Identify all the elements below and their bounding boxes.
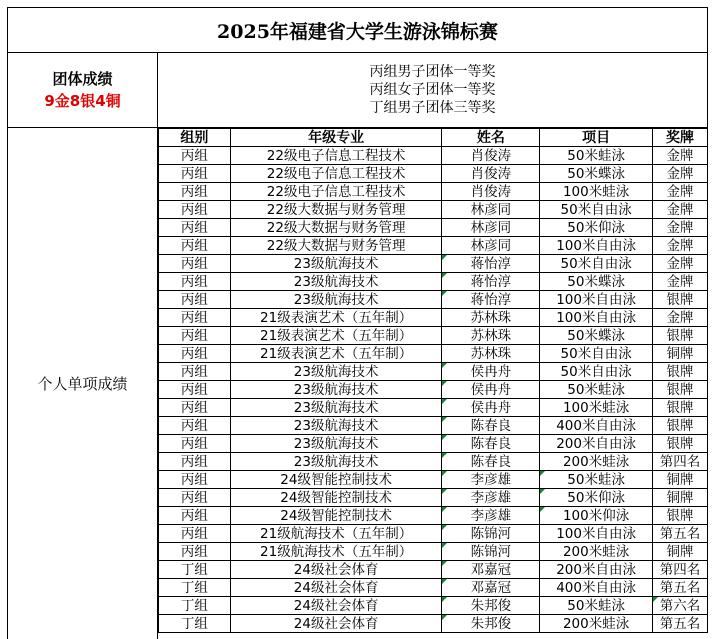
cell-event: 50米自由泳 xyxy=(540,255,653,273)
cell-group: 丁组 xyxy=(159,561,231,579)
cell-name: 肖俊涛 xyxy=(442,165,540,183)
cell-major: 23级航海技术 xyxy=(230,453,442,471)
cell-event: 50米蝶泳 xyxy=(540,327,653,345)
cell-medal: 铜牌 xyxy=(653,489,708,507)
cell-major: 21级表演艺术（五年制） xyxy=(230,345,442,363)
table-row xyxy=(159,489,708,507)
cell-medal: 第六名 xyxy=(653,597,708,615)
cell-event: 100米自由泳 xyxy=(540,525,653,543)
cell-medal: 银牌 xyxy=(653,291,708,309)
cell-major: 21级航海技术（五年制） xyxy=(230,543,442,561)
cell-major: 23级航海技术 xyxy=(230,381,442,399)
cell-medal: 金牌 xyxy=(653,255,708,273)
cell-major: 23级航海技术 xyxy=(230,435,442,453)
cell-group: 丁组 xyxy=(159,597,231,615)
cell-group: 丙组 xyxy=(159,219,231,237)
cell-medal: 银牌 xyxy=(653,381,708,399)
cell-event: 50米蛙泳 xyxy=(540,381,653,399)
cell-group: 丙组 xyxy=(159,237,231,255)
cell-group: 丙组 xyxy=(159,327,231,345)
cell-group: 丙组 xyxy=(159,255,231,273)
cell-medal: 第四名 xyxy=(653,453,708,471)
cell-marker-icon xyxy=(653,597,658,602)
header-group: 组别 xyxy=(159,129,231,147)
cell-name: 侯冉舟 xyxy=(442,363,540,381)
table-row xyxy=(159,219,708,237)
page-title: 2025年福建省大学生游泳锦标赛 xyxy=(7,7,708,53)
cell-event: 200米蛙泳 xyxy=(540,453,653,471)
cell-event: 50米蛙泳 xyxy=(540,147,653,165)
cell-medal: 金牌 xyxy=(653,309,708,327)
cell-medal: 金牌 xyxy=(653,237,708,255)
table-row xyxy=(159,327,708,345)
cell-event: 200米蛙泳 xyxy=(540,615,653,633)
team-label: 团体成绩 xyxy=(52,70,113,88)
cell-event: 50米自由泳 xyxy=(540,201,653,219)
cell-event: 50米蛙泳 xyxy=(540,597,653,615)
cell-medal: 银牌 xyxy=(653,363,708,381)
table-row xyxy=(159,309,708,327)
table-row xyxy=(159,201,708,219)
cell-major: 24级社会体育 xyxy=(230,597,442,615)
cell-name: 邓嘉冠 xyxy=(442,579,540,597)
cell-major: 22级电子信息工程技术 xyxy=(230,165,442,183)
cell-name: 林彦同 xyxy=(442,201,540,219)
table-row xyxy=(159,399,708,417)
spreadsheet-sheet xyxy=(7,7,708,639)
cell-marker-icon xyxy=(442,579,447,584)
cell-group: 丁组 xyxy=(159,615,231,633)
cell-name: 蒋怡淳 xyxy=(442,291,540,309)
cell-group: 丙组 xyxy=(159,345,231,363)
cell-medal: 第五名 xyxy=(653,579,708,597)
cell-name: 苏林珠 xyxy=(442,327,540,345)
cell-major: 24级智能控制技术 xyxy=(230,507,442,525)
cell-name: 林彦同 xyxy=(442,237,540,255)
cell-group: 丙组 xyxy=(159,543,231,561)
cell-event: 400米自由泳 xyxy=(540,417,653,435)
table-header-row xyxy=(159,129,708,147)
cell-event: 100米仰泳 xyxy=(540,507,653,525)
cell-medal: 第五名 xyxy=(653,615,708,633)
cell-marker-icon xyxy=(540,489,545,494)
cell-name: 陈春良 xyxy=(442,435,540,453)
cell-event: 50米仰泳 xyxy=(540,489,653,507)
individual-label: 个人单项成绩 xyxy=(37,375,128,393)
cell-major: 22级大数据与财务管理 xyxy=(230,237,442,255)
cell-major: 22级电子信息工程技术 xyxy=(230,183,442,201)
cell-name: 李彦雄 xyxy=(442,471,540,489)
header-event: 项目 xyxy=(540,129,653,147)
header-name: 姓名 xyxy=(442,129,540,147)
table-row xyxy=(159,435,708,453)
cell-event: 50米蝶泳 xyxy=(540,273,653,291)
table-row xyxy=(159,561,708,579)
cell-event: 100米蛙泳 xyxy=(540,399,653,417)
cell-marker-icon xyxy=(442,273,447,278)
cell-major: 23级航海技术 xyxy=(230,399,442,417)
cell-marker-icon xyxy=(442,507,447,512)
cell-event: 50米仰泳 xyxy=(540,219,653,237)
cell-group: 丙组 xyxy=(159,309,231,327)
cell-name: 蒋怡淳 xyxy=(442,273,540,291)
cell-group: 丙组 xyxy=(159,147,231,165)
cell-marker-icon xyxy=(540,471,545,476)
cell-group: 丁组 xyxy=(159,579,231,597)
cell-major: 23级航海技术 xyxy=(230,273,442,291)
cell-event: 50米自由泳 xyxy=(540,345,653,363)
cell-medal: 银牌 xyxy=(653,435,708,453)
cell-major: 21级航海技术（五年制） xyxy=(230,525,442,543)
cell-name: 朱邦俊 xyxy=(442,597,540,615)
cell-marker-icon xyxy=(442,525,447,530)
cell-event: 200米蛙泳 xyxy=(540,543,653,561)
individual-results-label-cell xyxy=(7,128,158,639)
cell-name: 陈锦河 xyxy=(442,525,540,543)
cell-medal: 银牌 xyxy=(653,507,708,525)
cell-name: 陈春良 xyxy=(442,453,540,471)
cell-group: 丙组 xyxy=(159,363,231,381)
cell-marker-icon xyxy=(442,471,447,476)
cell-major: 21级表演艺术（五年制） xyxy=(230,309,442,327)
cell-group: 丙组 xyxy=(159,201,231,219)
table-body xyxy=(159,147,708,633)
table-row xyxy=(159,237,708,255)
cell-medal: 第四名 xyxy=(653,561,708,579)
cell-marker-icon xyxy=(442,363,447,368)
cell-major: 24级社会体育 xyxy=(230,579,442,597)
cell-medal: 第五名 xyxy=(653,525,708,543)
cell-medal: 金牌 xyxy=(653,183,708,201)
cell-group: 丙组 xyxy=(159,471,231,489)
cell-medal: 铜牌 xyxy=(653,543,708,561)
cell-medal: 金牌 xyxy=(653,273,708,291)
cell-name: 朱邦俊 xyxy=(442,615,540,633)
cell-event: 200米自由泳 xyxy=(540,561,653,579)
table-row xyxy=(159,147,708,165)
cell-name: 苏林珠 xyxy=(442,345,540,363)
cell-group: 丙组 xyxy=(159,273,231,291)
cell-name: 侯冉舟 xyxy=(442,399,540,417)
cell-name: 苏林珠 xyxy=(442,309,540,327)
cell-event: 200米自由泳 xyxy=(540,435,653,453)
cell-marker-icon xyxy=(442,399,447,404)
cell-major: 22级大数据与财务管理 xyxy=(230,219,442,237)
table-row xyxy=(159,543,708,561)
cell-medal: 金牌 xyxy=(653,147,708,165)
cell-marker-icon xyxy=(442,417,447,422)
cell-event: 50米自由泳 xyxy=(540,363,653,381)
cell-group: 丙组 xyxy=(159,489,231,507)
cell-medal: 铜牌 xyxy=(653,471,708,489)
team-results-label-cell xyxy=(7,53,158,128)
header-medal: 奖牌 xyxy=(653,129,708,147)
cell-group: 丙组 xyxy=(159,291,231,309)
table-row xyxy=(159,345,708,363)
cell-event: 100米自由泳 xyxy=(540,309,653,327)
cell-marker-icon xyxy=(442,597,447,602)
cell-name: 李彦雄 xyxy=(442,489,540,507)
cell-major: 23级航海技术 xyxy=(230,417,442,435)
cell-name: 陈锦河 xyxy=(442,543,540,561)
table-row xyxy=(159,525,708,543)
team-medals: 9金8银4铜 xyxy=(44,92,121,110)
cell-major: 21级表演艺术（五年制） xyxy=(230,327,442,345)
cell-major: 22级电子信息工程技术 xyxy=(230,147,442,165)
cell-major: 24级智能控制技术 xyxy=(230,471,442,489)
cell-group: 丙组 xyxy=(159,183,231,201)
cell-group: 丙组 xyxy=(159,435,231,453)
cell-event: 50米蝶泳 xyxy=(540,165,653,183)
cell-major: 23级航海技术 xyxy=(230,363,442,381)
cell-name: 肖俊涛 xyxy=(442,147,540,165)
cell-major: 24级社会体育 xyxy=(230,615,442,633)
cell-marker-icon xyxy=(442,561,447,566)
cell-group: 丙组 xyxy=(159,507,231,525)
cell-marker-icon xyxy=(442,615,447,620)
cell-medal: 金牌 xyxy=(653,201,708,219)
cell-marker-icon xyxy=(442,381,447,386)
table-row xyxy=(159,255,708,273)
table-row xyxy=(159,615,708,633)
individual-results-table xyxy=(158,128,708,633)
cell-name: 肖俊涛 xyxy=(442,183,540,201)
cell-major: 23级航海技术 xyxy=(230,291,442,309)
cell-event: 100米蛙泳 xyxy=(540,183,653,201)
team-result-item: 丙组女子团体一等奖 xyxy=(369,82,496,98)
cell-medal: 银牌 xyxy=(653,399,708,417)
cell-group: 丙组 xyxy=(159,381,231,399)
cell-major: 24级智能控制技术 xyxy=(230,489,442,507)
table-row xyxy=(159,507,708,525)
table-row xyxy=(159,363,708,381)
cell-name: 陈春良 xyxy=(442,417,540,435)
cell-medal: 铜牌 xyxy=(653,345,708,363)
cell-name: 侯冉舟 xyxy=(442,381,540,399)
cell-marker-icon xyxy=(442,435,447,440)
cell-marker-icon xyxy=(442,489,447,494)
cell-marker-icon xyxy=(442,255,447,260)
table-row xyxy=(159,273,708,291)
cell-marker-icon xyxy=(442,543,447,548)
table-row xyxy=(159,165,708,183)
team-results-cell xyxy=(158,53,708,128)
cell-name: 林彦同 xyxy=(442,219,540,237)
cell-group: 丙组 xyxy=(159,417,231,435)
cell-marker-icon xyxy=(442,291,447,296)
cell-event: 100米自由泳 xyxy=(540,237,653,255)
cell-name: 李彦雄 xyxy=(442,507,540,525)
cell-event: 50米蛙泳 xyxy=(540,471,653,489)
cell-major: 22级大数据与财务管理 xyxy=(230,201,442,219)
table-row xyxy=(159,291,708,309)
cell-event: 100米自由泳 xyxy=(540,291,653,309)
table-row xyxy=(159,471,708,489)
table-row xyxy=(159,417,708,435)
cell-medal: 金牌 xyxy=(653,219,708,237)
header-major: 年级专业 xyxy=(230,129,442,147)
table-row xyxy=(159,381,708,399)
cell-group: 丙组 xyxy=(159,453,231,471)
table-row xyxy=(159,579,708,597)
team-result-item: 丙组男子团体一等奖 xyxy=(369,64,496,80)
cell-medal: 银牌 xyxy=(653,417,708,435)
cell-event: 400米自由泳 xyxy=(540,579,653,597)
team-result-item: 丁组男子团体三等奖 xyxy=(369,100,496,116)
table-row xyxy=(159,597,708,615)
table-row xyxy=(159,183,708,201)
cell-marker-icon xyxy=(442,453,447,458)
cell-medal: 银牌 xyxy=(653,327,708,345)
cell-medal: 金牌 xyxy=(653,165,708,183)
table-row xyxy=(159,453,708,471)
cell-group: 丙组 xyxy=(159,525,231,543)
cell-major: 23级航海技术 xyxy=(230,255,442,273)
cell-group: 丙组 xyxy=(159,165,231,183)
cell-name: 蒋怡淳 xyxy=(442,255,540,273)
cell-marker-icon xyxy=(540,507,545,512)
cell-group: 丙组 xyxy=(159,399,231,417)
cell-major: 24级社会体育 xyxy=(230,561,442,579)
cell-name: 邓嘉冠 xyxy=(442,561,540,579)
